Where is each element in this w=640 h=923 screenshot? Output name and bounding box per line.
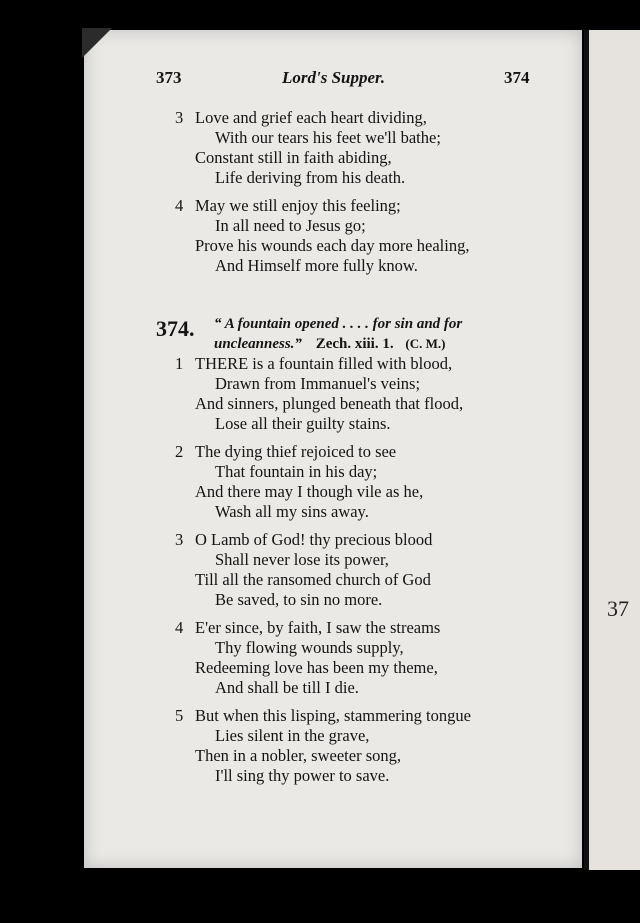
verse-line: THERE is a fountain filled with blood, [195, 354, 453, 373]
verse-line: Then in a nobler, sweeter song, [195, 746, 401, 765]
verse-line: And sinners, plunged beneath that flood, [195, 394, 464, 413]
verse-line: E'er since, by faith, I saw the streams [195, 618, 441, 637]
verse-line: Thy flowing wounds supply, [215, 638, 404, 657]
adjacent-page-edge [584, 30, 640, 870]
hymn-heading [84, 312, 582, 354]
book-page [84, 30, 582, 868]
hymn-number: 374. [156, 316, 195, 341]
verse-line: Redeeming love has been my theme, [195, 658, 438, 677]
running-title: Lord's Supper. [282, 68, 385, 87]
verse [84, 442, 582, 522]
page-number-left: 373 [156, 68, 182, 87]
verse-line: Constant still in faith abiding, [195, 148, 392, 167]
verse-number: 3 [175, 530, 184, 549]
verse-line: I'll sing thy power to save. [215, 766, 390, 785]
verse-line: Lose all their guilty stains. [215, 414, 391, 433]
verse-number: 1 [175, 354, 184, 373]
verse-line: The dying thief rejoiced to see [195, 442, 397, 461]
verse-line: Life deriving from his death. [215, 168, 406, 187]
verse-number: 2 [175, 442, 184, 461]
verse-number: 4 [175, 618, 184, 637]
verse [84, 618, 582, 698]
verse [84, 354, 582, 434]
verse-line: Be saved, to sin no more. [215, 590, 383, 609]
verse-line: Love and grief each heart dividing, [195, 108, 427, 127]
verse-number: 3 [175, 108, 184, 127]
scripture-reference: Zech. xiii. 1. [315, 336, 394, 352]
verse-line: And shall be till I die. [215, 678, 359, 697]
folded-corner [82, 28, 112, 58]
verse-line: Wash all my sins away. [215, 502, 369, 521]
running-header [84, 68, 582, 90]
adjacent-page-number: 37 [607, 596, 629, 621]
verse [84, 108, 582, 188]
verse-line: Shall never lose its power, [215, 550, 389, 569]
verse-number: 5 [175, 706, 184, 725]
verse-line: Drawn from Immanuel's veins; [215, 374, 421, 393]
page-number-right: 374 [504, 68, 530, 87]
hymn-title-line: “ A fountain opened . . . . for sin and for [214, 316, 463, 332]
verse [84, 530, 582, 610]
verse-line: May we still enjoy this feeling; [195, 196, 401, 215]
hymn-title-line: uncleanness.” [214, 336, 302, 352]
verse-line: But when this lisping, stammering tongue [195, 706, 471, 725]
verse [84, 196, 582, 276]
hymn-374 [84, 312, 582, 794]
verse-line: That fountain in his day; [215, 462, 378, 481]
hymn-title [214, 314, 554, 354]
verse-line: O Lamb of God! thy precious blood [195, 530, 433, 549]
verse-number: 4 [175, 196, 184, 215]
meter: (C. M.) [405, 336, 446, 351]
verse-line: And Himself more fully know. [215, 256, 418, 275]
verse-line: And there may I though vile as he, [195, 482, 424, 501]
verse-line: In all need to Jesus go; [215, 216, 366, 235]
verse-line: Lies silent in the grave, [215, 726, 370, 745]
verse-line: Till all the ransomed church of God [195, 570, 431, 589]
verse-line: Prove his wounds each day more healing, [195, 236, 470, 255]
hymn-373-continuation [84, 108, 582, 284]
verse [84, 706, 582, 786]
verse-line: With our tears his feet we'll bathe; [215, 128, 441, 147]
